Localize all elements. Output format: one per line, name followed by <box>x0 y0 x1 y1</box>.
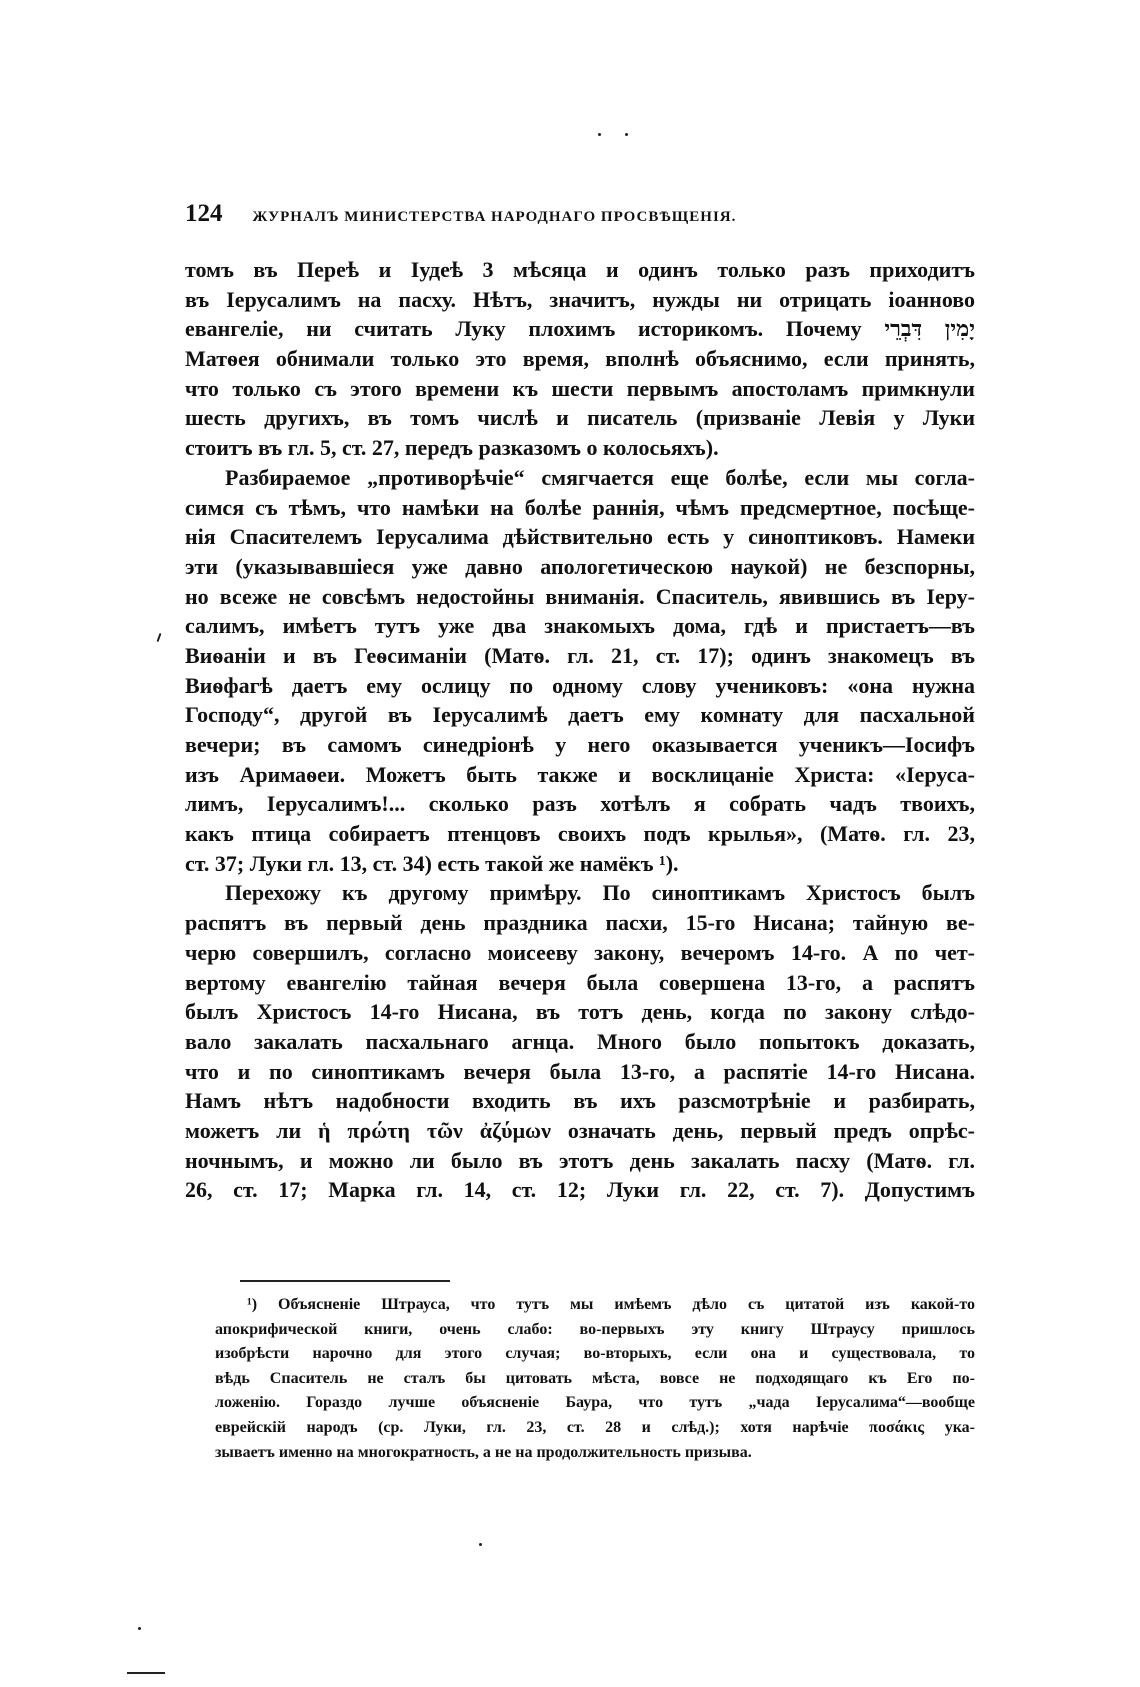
text-line: Господу“, другой въ Іерусалимѣ даетъ ему комнату для пасхальной <box>185 702 975 728</box>
text-line: томъ въ Переѣ и Іудеѣ 3 мѣсяца и одинъ только разъ приходитъ <box>185 257 975 282</box>
text-line: распятъ въ первый день праздника пасхи, 15-го Нисана; тайную ве- <box>185 910 975 936</box>
footnote-divider <box>240 1280 450 1282</box>
text-line: что только съ этого времени къ шести первымъ апостоламъ примкнули <box>185 375 975 401</box>
text-line: лимъ, Іерусалимъ!... сколько разъ хотѣлъ я собрать чадъ твоихъ, <box>185 791 975 817</box>
page-header <box>185 200 975 240</box>
text-line: вертому евангелію тайная вечеря была совершена 13-го, а распятъ <box>185 969 975 995</box>
paragraph-start-line: Перехожу къ другому примѣру. По синоптикамъ Христосъ былъ <box>225 880 975 906</box>
text-line: эти (указывавшіеся уже давно апологетическою наукой) не безспорны, <box>185 553 975 579</box>
text-line: изъ Аримаѳеи. Можетъ быть также и восклицаніе Христа: «Іеруса- <box>185 761 975 787</box>
text-line: 26, ст. 17; Марка гл. 14, ст. 12; Луки гл. 22, ст. 7). Допустимъ <box>185 1177 975 1203</box>
text-line: вечери; въ самомъ синедріонѣ у него оказывается ученикъ—Іосифъ <box>185 732 975 757</box>
text-line: но всеже не совсѣмъ недостойны вниманія. Спаситель, явившись въ Іеру- <box>185 583 975 609</box>
page-number: 124 <box>185 200 223 227</box>
footnote-line: ¹) Объясненіе Штрауса, что тутъ мы имѣемъ дѣло съ цитатой изъ какой-то <box>247 1296 975 1313</box>
text-line: Виѳаніи и въ Геѳсиманіи (Матѳ. гл. 21, ст. 17); одинъ знакомецъ въ <box>185 642 975 668</box>
footnote-line: зываетъ именно на многократность, а не на продолжительность призыва. <box>215 1443 752 1461</box>
text-line: какъ птица собираетъ птенцовъ своихъ подъ крылья», (Матѳ. гл. 23, <box>185 821 975 847</box>
text-line: ночнымъ, и можно ли было въ этотъ день закалать пасху (Матѳ. гл. <box>185 1147 975 1173</box>
footnote-line: вѣдь Спаситель не сталъ бы цитовать мѣста, вовсе не подходящаго къ Его по- <box>215 1369 975 1387</box>
text-line: что и по синоптикамъ вечеря была 13-го, а распятіе 14-го Нисана. <box>185 1058 975 1084</box>
text-line: былъ Христосъ 14-го Нисана, въ тотъ день, когда по закону слѣдо- <box>185 999 975 1025</box>
text-line: салимъ, имѣетъ тутъ уже два знакомыхъ дома, гдѣ и пристаетъ—въ <box>185 613 975 639</box>
scan-speck <box>157 633 162 642</box>
paragraph-start-line: Разбираемое „противорѣчіе“ смягчается еще болѣе, если мы согла- <box>225 464 975 490</box>
text-line: евангеліе, ни считать Луку плохимъ историкомъ. Почему יָמִין דִּבְרֵי <box>185 316 975 342</box>
text-line: Матѳея обнимали только это время, вполнѣ объяснимо, если принять, <box>185 346 975 372</box>
footnote-line: ложенію. Гораздо лучше объясненіе Баура, что тутъ „чада Іерусалима“—вообще <box>215 1394 975 1412</box>
text-line: симся съ тѣмъ, что намѣки на болѣе раннія, чѣмъ предсмертное, посѣще- <box>185 494 975 520</box>
text-line: Виѳфагѣ даетъ ему ослицу по одному слову учениковъ: «она нужна <box>185 672 975 698</box>
scan-speck <box>479 1543 482 1546</box>
text-line: шесть другихъ, въ томъ числѣ и писатель (призваніе Левія у Луки <box>185 405 975 431</box>
footnote-line: еврейскій народъ (ср. Луки, гл. 23, ст. 28 и слѣд.); хотя нарѣчіе ποσάκις ука- <box>215 1418 975 1436</box>
scan-speck <box>625 133 628 136</box>
text-line: ст. 37; Луки гл. 13, ст. 34) есть такой же намёкъ ¹). <box>185 850 679 876</box>
running-title: ЖУРНАЛЪ МИНИСТЕРСТВА НАРОДНАГО ПРОСВѢЩЕНІЯ. <box>252 209 737 225</box>
scan-speck <box>138 1627 141 1630</box>
footnote <box>215 1293 975 1465</box>
text-line: нія Спасителемъ Іерусалима дѣйствительно есть у синоптиковъ. Намеки <box>185 524 975 550</box>
text-line: можетъ ли ἡ πρώτη τῶν ἀζύμων означать день, первый предъ опрѣс- <box>185 1117 975 1143</box>
text-line: въ Іерусалимъ на пасху. Нѣтъ, значитъ, нужды ни отрицать іоанново <box>185 286 975 312</box>
text-line: стоитъ въ гл. 5, ст. 27, передъ разказомъ о колосьяхъ). <box>185 435 719 461</box>
text-line: черю совершилъ, согласно моисееву закону, вечеромъ 14-го. А по чет- <box>185 939 975 965</box>
text-line: вало закалать пасхальнаго агнца. Много было попытокъ доказать, <box>185 1028 975 1054</box>
footnote-line: изобрѣсти нарочно для этого случая; во-вторыхъ, если она и существовала, то <box>215 1345 975 1363</box>
margin-mark <box>127 1672 165 1674</box>
scan-speck <box>598 133 601 136</box>
text-line: Намъ нѣтъ надобности входить въ ихъ разсмотрѣніе и разбирать, <box>185 1088 975 1114</box>
footnote-line: апокрифической книги, очень слабо: во-первыхъ эту книгу Штраусу пришлось <box>215 1320 975 1338</box>
body-text <box>185 255 975 1205</box>
